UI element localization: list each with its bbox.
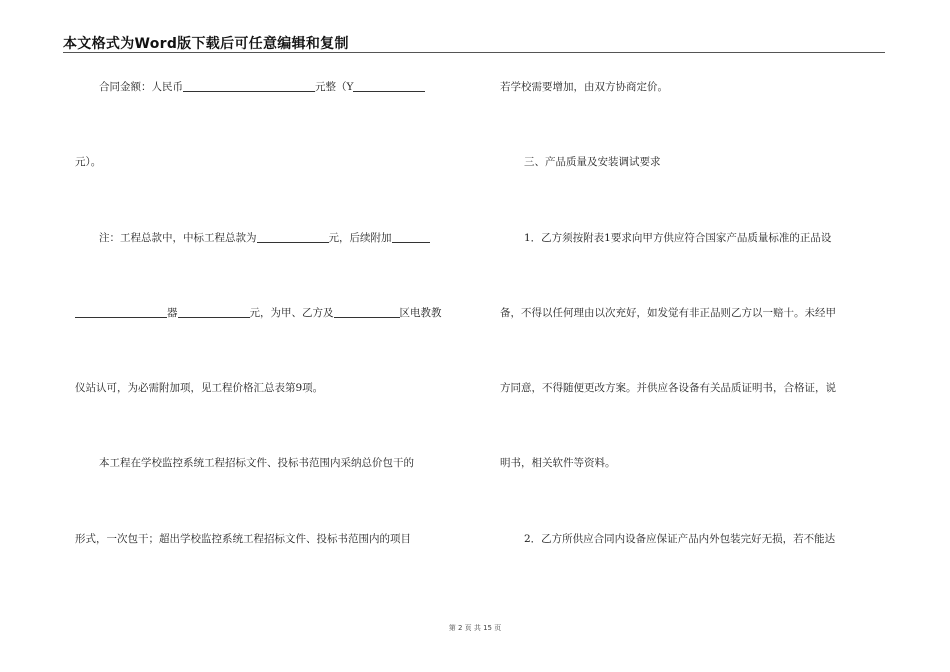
contract-amount-line bbox=[99, 80, 425, 94]
page-number-footer: 第 2 页 共 15 页 bbox=[448, 624, 502, 632]
note-tail-label: 元，后续附加 bbox=[328, 232, 392, 244]
amount-blank-field bbox=[183, 80, 315, 92]
contract-amount-label: 合同金额：人民币 bbox=[99, 81, 183, 93]
paragraph-line: 1．乙方须按附表1要求向甲方供应符合国家产品质量标准的正品设 bbox=[524, 232, 832, 244]
paragraph-line: 本工程在学校监控系统工程招标文件、投标书范围内采纳总价包干的 bbox=[99, 457, 414, 469]
note-line bbox=[99, 231, 430, 245]
paragraph-line: 方同意，不得随便更改方案。并供应各设备有关品质证明书，合格证，说 bbox=[500, 382, 836, 394]
document-header-title: 本文格式为Word版下载后可任意编辑和复制 bbox=[63, 36, 349, 52]
paragraph-line: 2．乙方所供应合同内设备应保证产品内外包装完好无损，若不能达 bbox=[524, 533, 836, 545]
total-amount-blank-field bbox=[257, 231, 329, 243]
amount-figure-blank-field bbox=[353, 80, 425, 92]
station-label: 区电教教 bbox=[399, 307, 442, 319]
equipment-line bbox=[75, 306, 442, 320]
additional-item-blank-field bbox=[392, 231, 430, 243]
equipment-name-blank-field bbox=[75, 306, 167, 318]
district-blank-field bbox=[334, 306, 400, 318]
section-heading: 三、产品质量及安装调试要求 bbox=[524, 156, 661, 168]
note-label: 注：工程总款中，中标工程总款为 bbox=[99, 232, 257, 244]
paragraph-line: 元）。 bbox=[75, 156, 102, 168]
equipment-amount-blank-field bbox=[178, 306, 250, 318]
paragraph-line: 备，不得以任何理由以次充好，如发觉有非正品则乙方以一赔十。未经甲 bbox=[500, 307, 836, 319]
amount-unit-label: 元整（Y bbox=[315, 81, 354, 93]
paragraph-line: 形式，一次包干；超出学校监控系统工程招标文件、投标书范围内的项目 bbox=[75, 533, 411, 545]
header-divider bbox=[63, 52, 885, 53]
equipment-label: 器 bbox=[167, 307, 178, 319]
paragraph-line: 仪站认可，为必需附加项，见工程价格汇总表第9项。 bbox=[75, 382, 324, 394]
paragraph-line: 若学校需要增加，由双方协商定价。 bbox=[500, 81, 668, 93]
paragraph-line: 明书，相关软件等资料。 bbox=[500, 457, 616, 469]
parties-label: 元，为甲、乙方及 bbox=[249, 307, 334, 319]
